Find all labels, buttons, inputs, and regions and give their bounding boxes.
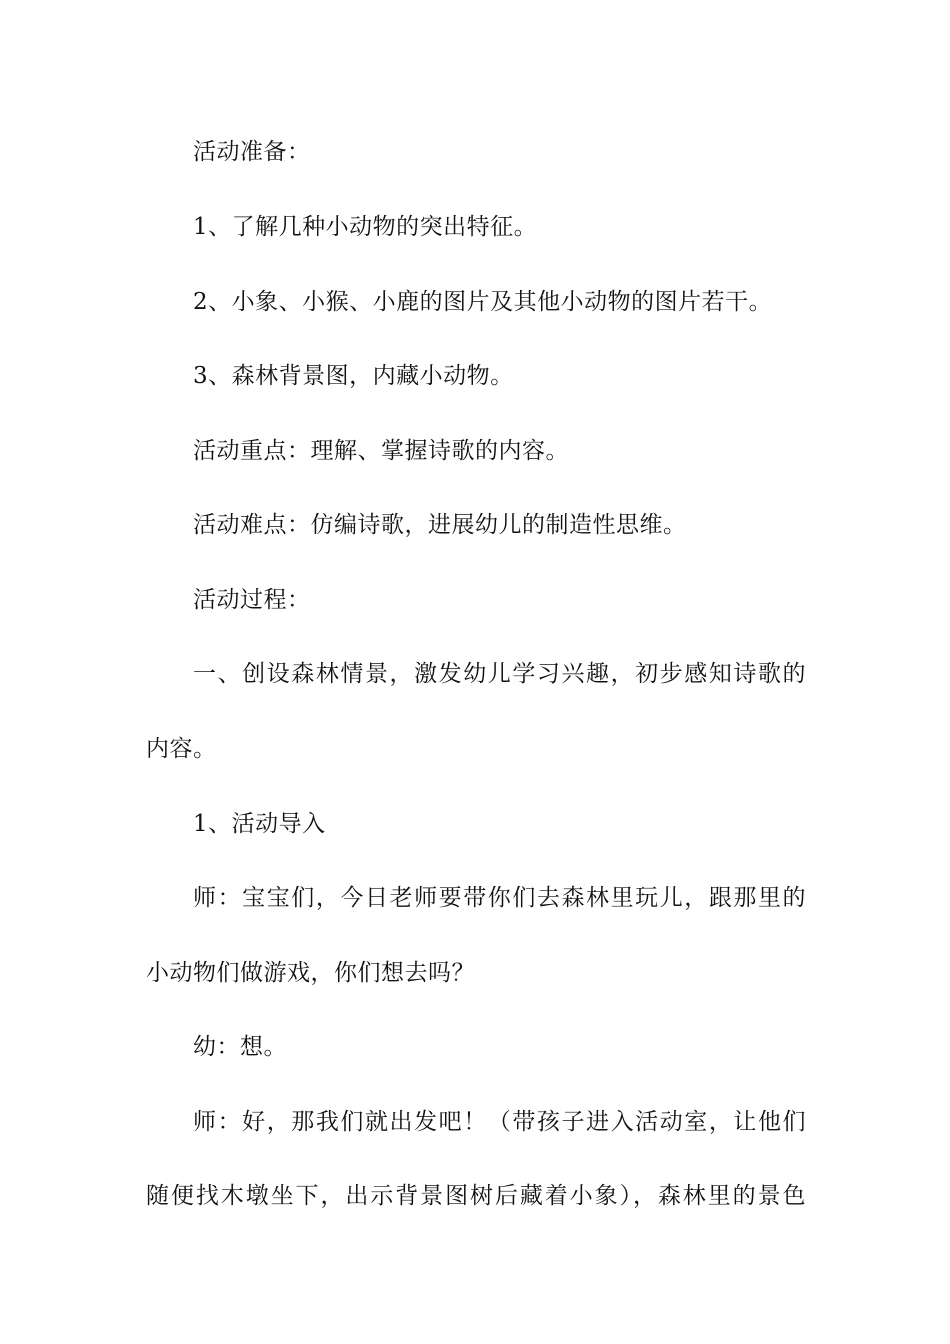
process-step-1-line-1: 一、创设森林情景，激发幼儿学习兴趣，初步感知诗歌的	[193, 661, 806, 687]
preparation-item-1: 1、了解几种小动物的突出特征。	[193, 214, 538, 240]
child-response: 幼：想。	[193, 1034, 287, 1060]
heading-activity-preparation: 活动准备：	[193, 139, 311, 165]
preparation-item-2: 2、小象、小猴、小鹿的图片及其他小动物的图片若干。	[193, 289, 773, 315]
activity-key-point: 活动重点：理解、掌握诗歌的内容。	[193, 438, 569, 464]
teacher-line-1: 师：宝宝们，今日老师要带你们去森林里玩儿，跟那里的	[193, 885, 806, 911]
teacher-line-2-continued: 随便找木墩坐下，出示背景图树后藏着小象），森林里的景色	[146, 1183, 806, 1209]
heading-activity-process: 活动过程：	[193, 587, 311, 613]
subheading-activity-intro: 1、活动导入	[193, 811, 326, 837]
teacher-line-1-continued: 小动物们做游戏，你们想去吗？	[146, 960, 475, 986]
teacher-line-2: 师：好，那我们就出发吧！（带孩子进入活动室，让他们	[193, 1109, 806, 1135]
process-step-1-line-2: 内容。	[146, 736, 217, 762]
activity-difficulty: 活动难点：仿编诗歌，进展幼儿的制造性思维。	[193, 512, 687, 538]
preparation-item-3: 3、森林背景图，内藏小动物。	[193, 363, 514, 389]
